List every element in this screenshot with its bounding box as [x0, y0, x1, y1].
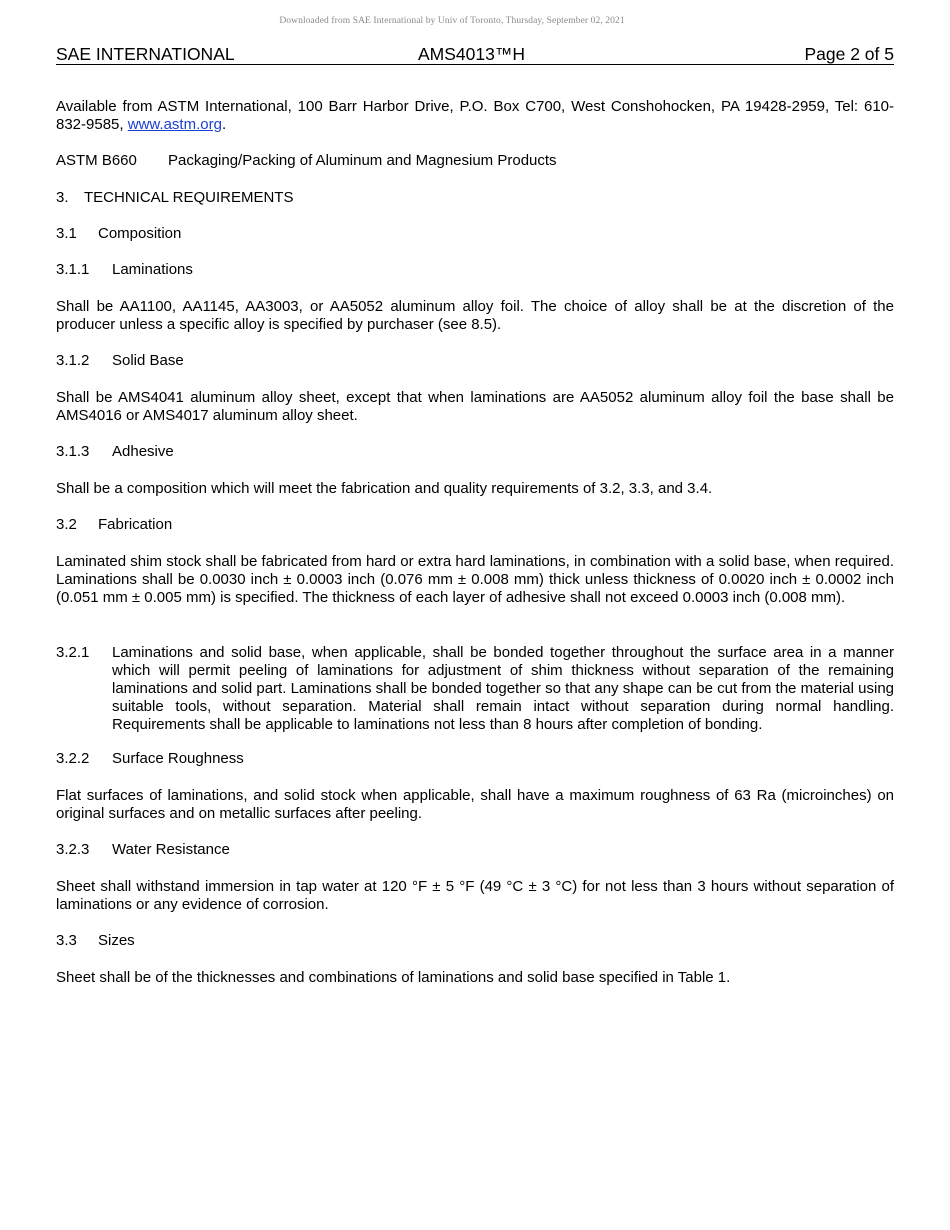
section-number: 3.2.1 [56, 644, 90, 661]
section-3-2-1-body: Laminations and solid base, when applicable, shall be bonded together throughout the surface area in a manner which will permit peeling of laminations for adjustment of shim thickness without separation of the remaining laminations and solid part. Laminations shall be bonded together so that any shape can be cut from the material using suitable tools, without separation. Material shall remain intact without separation during normal handling. Requirements shall be applicable to laminations not less than 8 hours after completion of bonding. [112, 644, 894, 733]
section-title: Sizes [98, 932, 135, 949]
section-number: 3.2.2 [56, 750, 90, 767]
section-3-2-body: Laminated shim stock shall be fabricated from hard or extra hard laminations, in combination with a solid base, when required. Laminations shall be 0.0030 inch ± 0.0003 inch (0.076 mm ± 0.008 mm) thick unless thickness of 0.0020 inch ± 0.0002 inch (0.051 mm ± 0.005 mm) is specified. The thickness of each layer of adhesive shall not exceed 0.0003 inch (0.008 mm). [56, 553, 894, 606]
section-title: TECHNICAL REQUIREMENTS [84, 189, 294, 206]
astm-address-text: Available from ASTM International, 100 Barr Harbor Drive, P.O. Box C700, West Conshohocken, PA 19428-2959, Tel: 610-832-9585, [56, 98, 894, 133]
section-number: 3.1.3 [56, 443, 90, 460]
section-3-3-body: Sheet shall be of the thicknesses and combinations of laminations and solid base specified in Table 1. [56, 969, 731, 986]
section-3-2-2-body: Flat surfaces of laminations, and solid stock when applicable, shall have a maximum roughness of 63 Ra (microinches) on original surfaces and on metallic surfaces after peeling. [56, 787, 894, 822]
section-3-2-1-paragraph [56, 644, 894, 734]
reference-code: ASTM B660 [56, 152, 137, 169]
section-3-1-2-heading [56, 352, 894, 370]
section-number: 3.1.2 [56, 352, 90, 369]
section-3-1-3-heading [56, 443, 894, 461]
section-number: 3. [56, 189, 69, 206]
header-page-number: Page 2 of 5 [804, 44, 894, 64]
section-3-2-3-heading [56, 841, 894, 859]
download-watermark: Downloaded from SAE International by Univ of Toronto, Thursday, September 02, 2021 [279, 16, 625, 26]
reference-title: Packaging/Packing of Aluminum and Magnesium Products [168, 152, 557, 169]
section-title: Composition [98, 225, 182, 242]
section-number: 3.3 [56, 932, 77, 949]
section-title: Water Resistance [112, 841, 230, 858]
astm-website-link[interactable]: www.astm.org [127, 116, 222, 133]
section-number: 3.1 [56, 225, 77, 242]
header-doc-number: AMS4013™H [418, 44, 525, 64]
section-3-1-3-body: Shall be a composition which will meet the fabrication and quality requirements of 3.2, 3.3, and 3.4. [56, 480, 713, 497]
section-3-1-heading [56, 225, 894, 243]
section-title: Solid Base [112, 352, 184, 369]
section-3-1-1-heading [56, 261, 894, 279]
section-3-2-3-body: Sheet shall withstand immersion in tap water at 120 °F ± 5 °F (49 °C ± 3 °C) for not less than 3 hours without separation of laminations or any evidence of corrosion. [56, 878, 894, 913]
section-3-2-2-heading [56, 750, 894, 768]
section-number: 3.1.1 [56, 261, 90, 278]
reference-astm-b660 [56, 152, 894, 170]
section-3-2-heading [56, 516, 894, 534]
section-3-1-1-body: Shall be AA1100, AA1145, AA3003, or AA5052 aluminum alloy foil. The choice of alloy shall be at the discretion of the producer unless a specific alloy is specified by purchaser (see 8.5). [56, 298, 894, 333]
section-title: Laminations [112, 261, 193, 278]
section-3-heading [56, 189, 894, 207]
section-title: Fabrication [98, 516, 173, 533]
header-publisher: SAE INTERNATIONAL [56, 44, 235, 64]
page-header [56, 44, 894, 65]
section-3-1-2-body: Shall be AMS4041 aluminum alloy sheet, except that when laminations are AA5052 aluminum alloy foil the base shall be AMS4016 or AMS4017 aluminum alloy sheet. [56, 389, 894, 424]
section-number: 3.2.3 [56, 841, 90, 858]
section-title: Surface Roughness [112, 750, 244, 767]
section-3-3-heading [56, 932, 894, 950]
astm-address-tail: . [221, 116, 227, 133]
section-number: 3.2 [56, 516, 77, 533]
astm-address-paragraph [56, 98, 894, 134]
section-title: Adhesive [112, 443, 174, 460]
